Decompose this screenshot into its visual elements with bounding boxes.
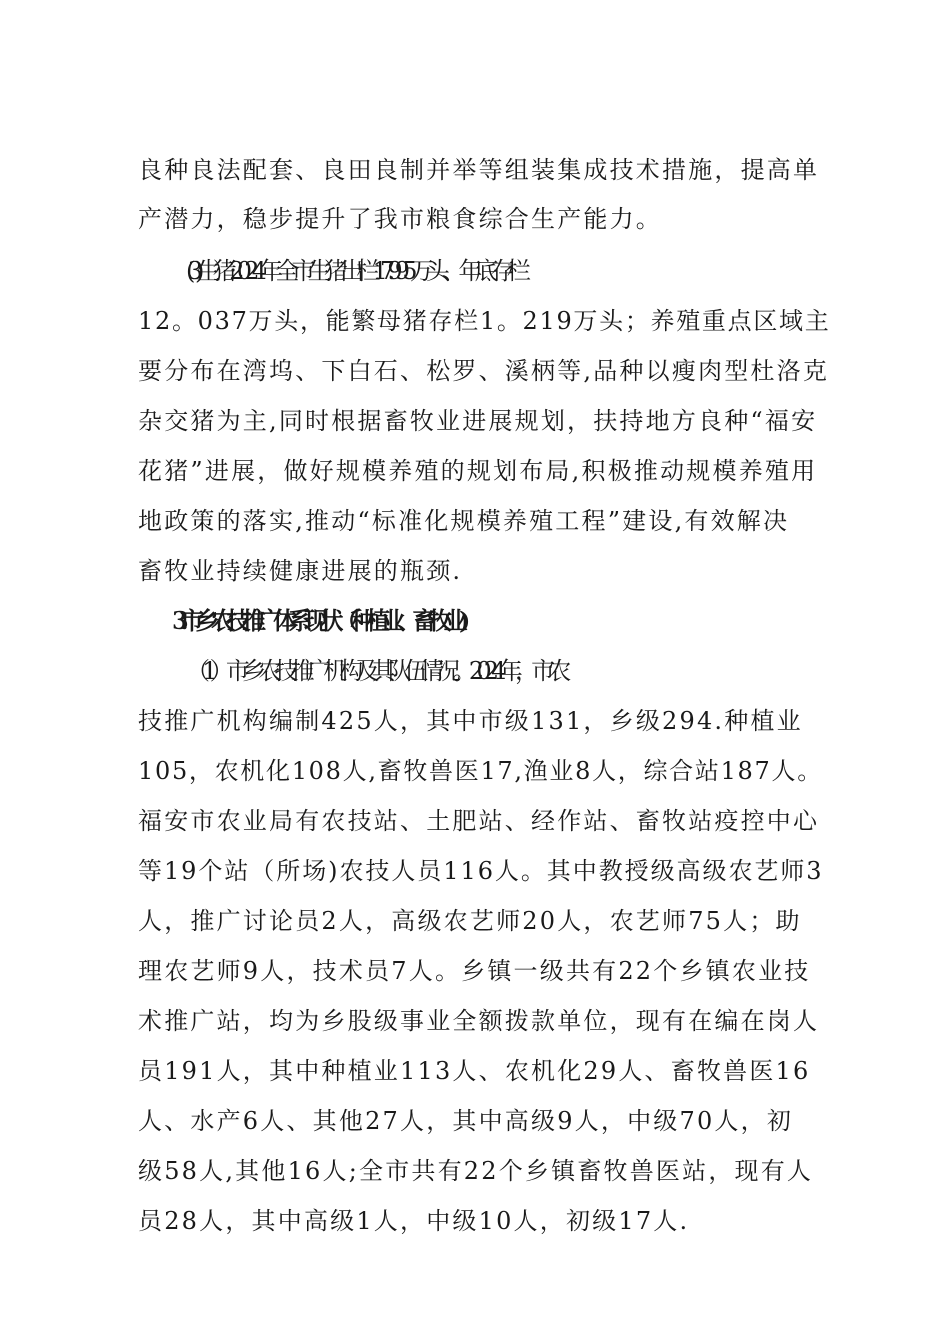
paragraph-line-6: 杂交猪为主,同时根据畜牧业进展规划，扶持地方良种“福安 — [138, 407, 818, 435]
paragraph-line-4: 12。037万头，能繁母猪存栏1。219万头；养殖重点区域主 — [138, 307, 831, 335]
paragraph-line-5: 要分布在湾坞、下白石、松罗、溪柄等,品种以瘦肉型杜洛克 — [138, 357, 830, 385]
paragraph-line-14: 福安市农业局有农技站、土肥站、经作站、畜牧站疫控中心 — [138, 807, 820, 835]
paragraph-line-22: 员28人，其中高级1人，中级10人，初级17人. — [138, 1207, 690, 1235]
paragraph-line-16: 人，推广讨论员2人，高级农艺师20人，农艺师75人；助 — [138, 907, 802, 935]
paragraph-line-12: 技推广机构编制425人，其中市级131，乡级294.种植业 — [138, 707, 803, 735]
paragraph-line-18: 术推广站，均为乡股级事业全额拨款单位，现有在编在岗人 — [138, 1007, 820, 1035]
paragraph-line-20: 人、水产6人、其他27人，其中高级9人，中级70人，初 — [138, 1107, 794, 1135]
paragraph-line-19: 员191人，其中种植业113人、农机化29人、畜牧兽医16 — [138, 1057, 811, 1085]
paragraph-line-9: 畜牧业持续健康进展的瓶颈. — [138, 557, 463, 585]
paragraph-line-13: 105，农机化108人,畜牧兽医17,渔业8人，综合站187人。 — [138, 757, 823, 785]
paragraph-line-1: 良种良法配套、良田良制并举等组装集成技术措施，提高单 — [138, 156, 820, 184]
section-heading: 3.市乡农技推广体系现状（种植业、畜牧业) — [172, 606, 462, 635]
paragraph-line-2: 产潜力，稳步提升了我市粮食综合生产能力。 — [138, 205, 662, 233]
paragraph-line-15: 等19个站（所场)农技人员116人。其中教授级高级农艺师3 — [138, 857, 824, 885]
paragraph-line-17: 理农艺师9人，技术员7人。乡镇一级共有22个乡镇农业技 — [138, 957, 811, 985]
paragraph-line-8: 地政策的落实,推动“标准化规模养殖工程”建设,有效解决 — [138, 507, 790, 535]
paragraph-line-11: （1）市乡农技推广机构及其队伍情况。2024年，市农 — [186, 657, 564, 685]
paragraph-line-3: (3)生猪:2024年全市生猪出栏17.995万头、年底存栏 — [186, 257, 524, 285]
paragraph-line-7: 花猪”进展，做好规模养殖的规划布局,积极推动规模养殖用 — [138, 457, 818, 485]
paragraph-line-21: 级58人,其他16人;全市共有22个乡镇畜牧兽医站，现有人 — [138, 1157, 814, 1185]
